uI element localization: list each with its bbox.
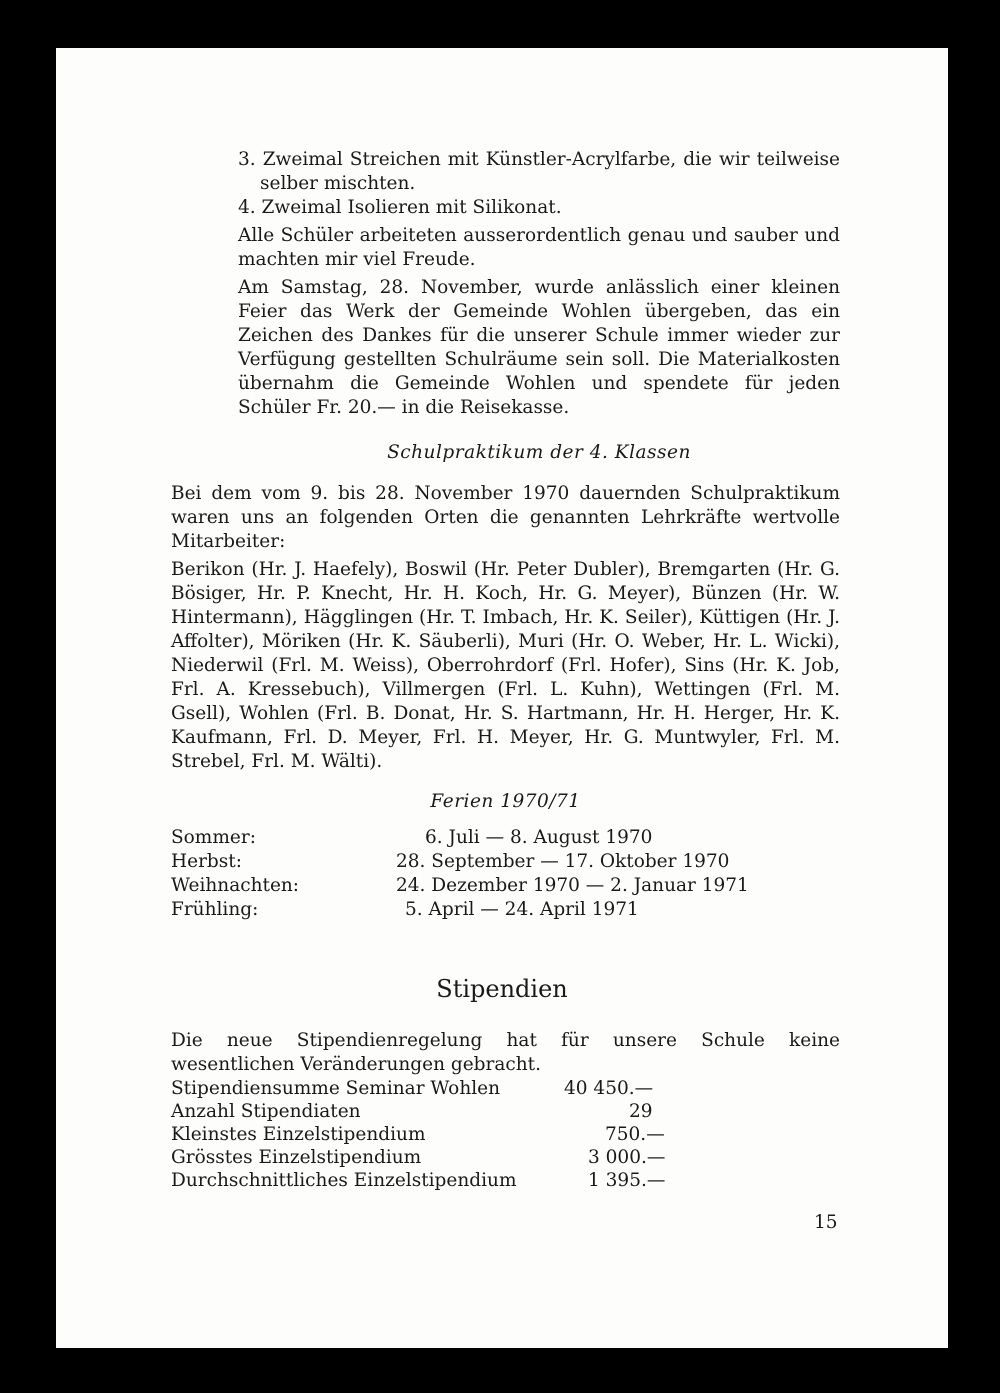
paragraph: Berikon (Hr. J. Haefely), Boswil (Hr. Peter Dubler), Bremgarten (Hr. G. Bösiger, Hr. P. Knecht, Hr. H. Koch, Hr. G. Meyer), Bünzen (Hr. W. Hintermann), Hägglingen (Hr. T. Imbach, Hr. K. Seiler), Küttigen (Hr. J. Affolter), Möriken (Hr. K. Säuberli), Muri (Hr. O. Weber, Hr. L. Wicki), Niederwil (Frl. M. Weiss), Oberrohrdorf (Frl. Hofer), Sins (Hr. K. Job, Frl. A. Kressebuch), Villmergen (Frl. L. Kuhn), Wettingen (Frl. M. Gsell), Wohlen (Frl. B. Donat, Hr. S. Hartmann, Hr. H. Herger, Hr. K. Kaufmann, Frl. D. Meyer, Frl. H. Meyer, Hr. G. Muntwyler, Frl. M. Strebel, Frl. M. Wälti). [171, 559, 840, 772]
paragraph: Bei dem vom 9. bis 28. November 1970 dauernden Schulpraktikum waren uns an folgenden Orten die genannten Lehrkräfte wertvolle Mitarbeiter: [171, 483, 840, 552]
section-heading-ferien: Ferien 1970/71 [430, 791, 581, 812]
list-item: 3. Zweimal Streichen mit Künstler-Acrylfarbe, die wir teilweise selber mischten. [238, 149, 840, 194]
row-label: Herbst: [171, 851, 242, 872]
table-row [171, 850, 840, 874]
row-label: Kleinstes Einzelstipendium [171, 1124, 426, 1145]
row-label: Anzahl Stipendiaten [171, 1101, 361, 1122]
row-label: Stipendiensumme Seminar Wohlen [171, 1078, 501, 1099]
table-row [171, 1146, 840, 1170]
paragraph: Am Samstag, 28. November, wurde anlässlich einer kleinen Feier das Werk der Gemeinde Wohlen übergeben, das ein Zeichen des Dankes für die unserer Schule immer wieder zur Verfügung gestellten Schulräume sein soll. Die Materialkosten übernahm die Gemeinde Wohlen und spendete für jeden Schüler Fr. 20.— in die Reisekasse. [238, 277, 840, 418]
paragraph: Alle Schüler arbeiteten ausserordentlich genau und sauber und machten mir viel Freude. [238, 225, 840, 270]
row-label: Frühling: [171, 899, 259, 920]
row-value: 40 450.— [564, 1078, 654, 1099]
row-label: Durchschnittliches Einzelstipendium [171, 1170, 517, 1191]
row-value: 24. Dezember 1970 — 2. Januar 1971 [396, 875, 749, 896]
row-value: 29 [629, 1101, 653, 1122]
intro-section [238, 148, 840, 420]
table-row [171, 898, 840, 922]
row-value: 750.— [605, 1124, 665, 1145]
row-label: Sommer: [171, 827, 256, 848]
stipendien-intro [171, 1029, 840, 1077]
section-heading-stipendien: Stipendien [436, 975, 568, 1003]
row-label: Weihnachten: [171, 875, 300, 896]
table-row [171, 1100, 840, 1124]
page-number: 15 [814, 1212, 838, 1233]
table-row [171, 874, 840, 898]
row-value: 5. April — 24. April 1971 [405, 899, 639, 920]
document-page [56, 48, 948, 1348]
table-row [171, 1077, 840, 1101]
row-value: 3 000.— [588, 1147, 666, 1168]
table-row [171, 826, 840, 850]
row-value: 28. September — 17. Oktober 1970 [396, 851, 730, 872]
row-value: 1 395.— [588, 1170, 666, 1191]
row-label: Grösstes Einzelstipendium [171, 1147, 422, 1168]
section-heading-praktikum: Schulpraktikum der 4. Klassen [387, 442, 691, 463]
paragraph: Die neue Stipendienregelung hat für unsere Schule keine wesentlichen Veränderungen gebracht. [171, 1030, 840, 1075]
list-item: 4. Zweimal Isolieren mit Silikonat. [238, 197, 562, 218]
row-value: 6. Juli — 8. August 1970 [425, 827, 653, 848]
praktikum-section [171, 482, 840, 774]
table-row [171, 1123, 840, 1147]
table-row [171, 1169, 840, 1193]
